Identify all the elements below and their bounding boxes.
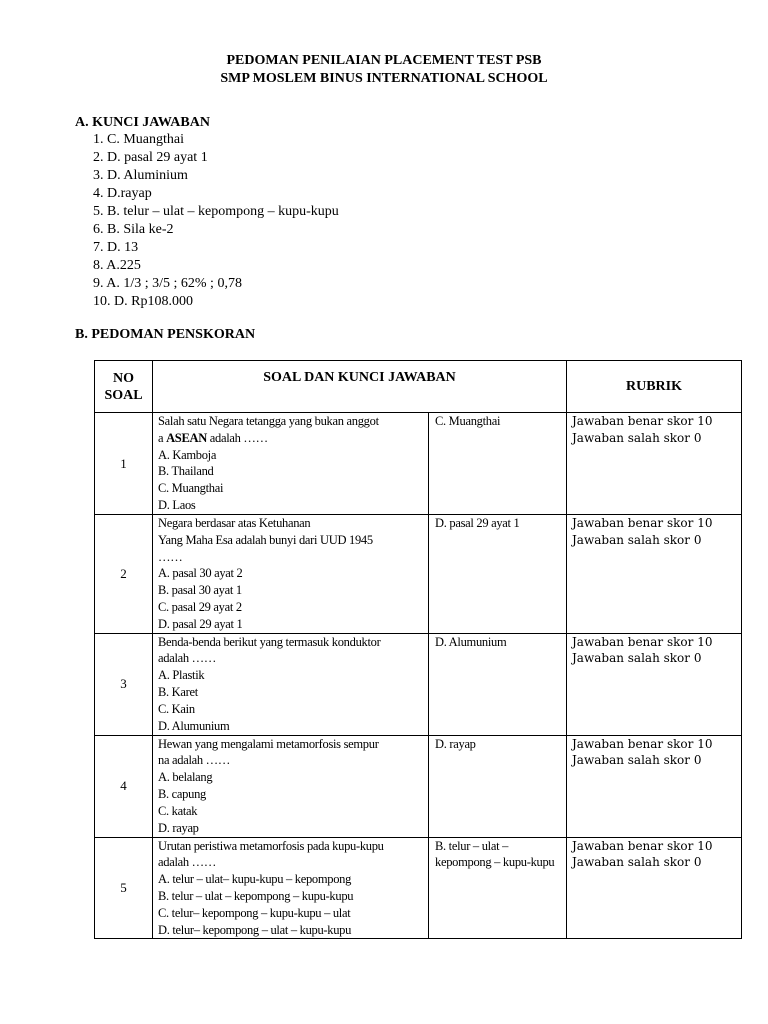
table-row xyxy=(95,735,742,837)
rubric-wrong: Jawaban salah skor 0 xyxy=(572,651,702,666)
option-line: B. capung xyxy=(158,786,206,801)
row-number: 3 xyxy=(95,633,153,735)
section-a-heading: A. KUNCI JAWABAN xyxy=(75,115,210,130)
question-text-line: a ASEAN adalah …… xyxy=(158,430,268,445)
option-line: D. pasal 29 ayat 1 xyxy=(158,616,243,631)
row-number: 2 xyxy=(95,515,153,634)
question-cell xyxy=(153,413,429,515)
answer-key-item: 10. D. Rp108.000 xyxy=(93,294,193,309)
option-line: C. pasal 29 ayat 2 xyxy=(158,599,242,614)
option-line: D. rayap xyxy=(158,820,199,835)
question-text-line: Benda-benda berikut yang termasuk konduktor xyxy=(158,634,381,649)
option-line: A. pasal 30 ayat 2 xyxy=(158,566,243,581)
answer-key-text: C. Muangthai xyxy=(435,414,501,428)
question-cell xyxy=(153,837,429,939)
section-b-heading: B. PEDOMAN PENSKORAN xyxy=(75,327,256,342)
rubric-cell xyxy=(567,413,742,515)
question-text-line: Hewan yang mengalami metamorfosis sempur xyxy=(158,736,379,751)
rubric-correct: Jawaban benar skor 10 xyxy=(572,838,713,853)
question-text-line: adalah …… xyxy=(158,855,217,870)
answer-key-list xyxy=(93,131,339,311)
answer-key-cell xyxy=(429,633,567,735)
question-cell xyxy=(153,515,429,634)
row-number: 1 xyxy=(95,413,153,515)
question-cell xyxy=(153,633,429,735)
option-line: A. telur – ulat– kupu-kupu – kepompong xyxy=(158,872,352,887)
header-rubrik: RUBRIK xyxy=(567,361,742,413)
rubric-cell xyxy=(567,837,742,939)
table-row xyxy=(95,633,742,735)
question-text-line: Yang Maha Esa adalah bunyi dari UUD 1945 xyxy=(158,532,373,547)
question-text-line: na adalah …… xyxy=(158,753,231,768)
answer-key-text: B. telur – ulat – kepompong – kupu-kupu xyxy=(435,838,555,870)
option-line: D. telur– kepompong – ulat – kupu-kupu xyxy=(158,922,352,937)
rubric-correct: Jawaban benar skor 10 xyxy=(572,736,713,751)
option-line: B. pasal 30 ayat 1 xyxy=(158,583,242,598)
rubric-correct: Jawaban benar skor 10 xyxy=(572,634,713,649)
answer-key-cell xyxy=(429,515,567,634)
option-line: C. telur– kepompong – kupu-kupu – ulat xyxy=(158,905,351,920)
option-line: B. telur – ulat – kepompong – kupu-kupu xyxy=(158,888,354,903)
answer-key-item: 3. D. Aluminium xyxy=(93,168,188,183)
rubric-correct: Jawaban benar skor 10 xyxy=(572,516,713,530)
document-title-line-1: PEDOMAN PENILAIAN PLACEMENT TEST PSB xyxy=(226,53,542,68)
table-row xyxy=(95,413,742,515)
answer-key-cell xyxy=(429,735,567,837)
option-line: D. Alumunium xyxy=(158,718,230,733)
option-line: C. Muangthai xyxy=(158,481,224,496)
option-line: B. Thailand xyxy=(158,464,214,479)
rubric-correct: Jawaban benar skor 10 xyxy=(572,414,713,428)
header-no-line2: SOAL xyxy=(104,387,143,403)
answer-key-item: 8. A.225 xyxy=(93,258,141,273)
table-header-row xyxy=(95,361,742,413)
answer-key-text: D. pasal 29 ayat 1 xyxy=(435,516,520,530)
option-line: A. Kamboja xyxy=(158,447,217,462)
option-line: A. Plastik xyxy=(158,668,205,683)
question-cell xyxy=(153,735,429,837)
document-title-line-2: SMP MOSLEM BINUS INTERNATIONAL SCHOOL xyxy=(220,71,548,86)
question-text-line: Salah satu Negara tetangga yang bukan anggot xyxy=(158,414,379,428)
table-row xyxy=(95,837,742,939)
answer-key-item: 2. D. pasal 29 ayat 1 xyxy=(93,150,208,165)
answer-key-item: 9. A. 1/3 ; 3/5 ; 62% ; 0,78 xyxy=(93,276,242,291)
answer-key-cell xyxy=(429,413,567,515)
table-row xyxy=(95,515,742,634)
option-line: A. belalang xyxy=(158,770,213,785)
row-number: 4 xyxy=(95,735,153,837)
answer-key-text: D. Alumunium xyxy=(435,634,507,649)
rubric-wrong: Jawaban salah skor 0 xyxy=(572,855,702,870)
header-no-line1: NO xyxy=(113,370,134,386)
answer-key-item: 7. D. 13 xyxy=(93,240,139,255)
option-line: C. Kain xyxy=(158,701,195,716)
header-soal-kunci: SOAL DAN KUNCI JAWABAN xyxy=(153,361,567,413)
rubric-wrong: Jawaban salah skor 0 xyxy=(572,532,702,547)
option-line: C. katak xyxy=(158,803,198,818)
option-line: B. Karet xyxy=(158,684,198,699)
answer-key-item: 5. B. telur – ulat – kepompong – kupu-kupu xyxy=(93,204,339,219)
header-no-soal xyxy=(95,361,153,413)
question-text-line: Urutan peristiwa metamorfosis pada kupu-kupu xyxy=(158,838,384,853)
answer-key-item: 1. C. Muangthai xyxy=(93,132,184,147)
row-number: 5 xyxy=(95,837,153,939)
question-text-line: …… xyxy=(158,549,183,564)
option-line: D. Laos xyxy=(158,497,196,512)
rubric-cell xyxy=(567,515,742,634)
rubric-wrong: Jawaban salah skor 0 xyxy=(572,753,702,768)
answer-key-cell xyxy=(429,837,567,939)
scoring-table xyxy=(94,360,742,939)
question-text-line: Negara berdasar atas Ketuhanan xyxy=(158,516,311,530)
rubric-wrong: Jawaban salah skor 0 xyxy=(572,430,702,445)
question-text-line: adalah …… xyxy=(158,651,217,666)
rubric-cell xyxy=(567,633,742,735)
answer-key-item: 4. D.rayap xyxy=(93,186,152,201)
rubric-cell xyxy=(567,735,742,837)
answer-key-text: D. rayap xyxy=(435,736,476,751)
answer-key-item: 6. B. Sila ke-2 xyxy=(93,222,174,237)
